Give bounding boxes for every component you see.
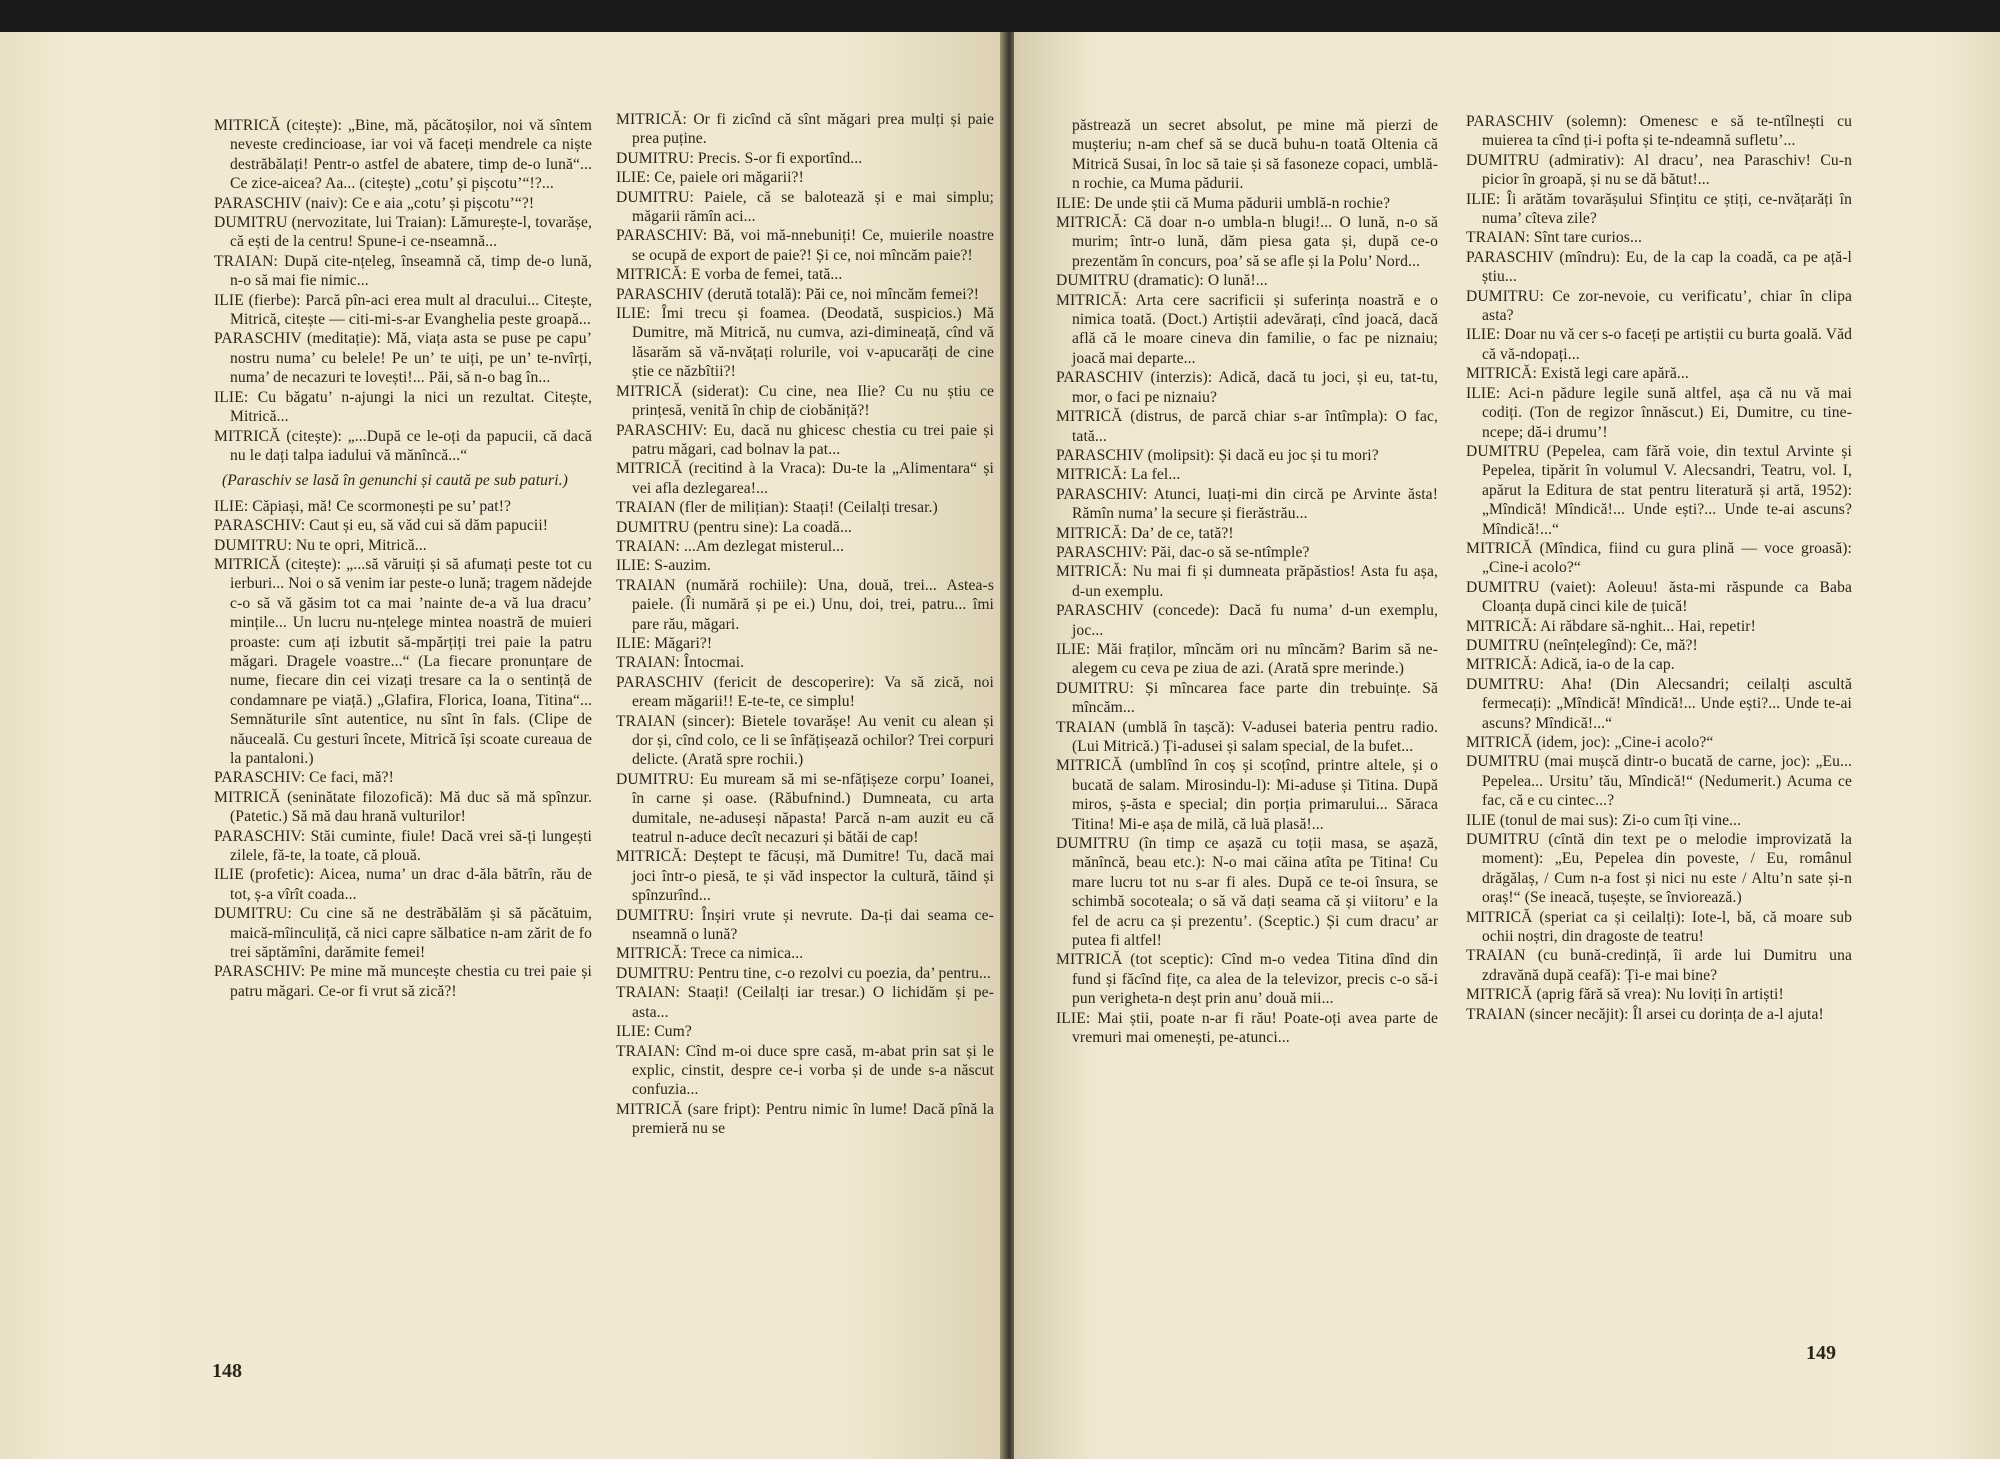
- dialogue-line: PARASCHIV: Păi, dac-o să se-ntîmple?: [1056, 543, 1310, 561]
- dialogue-line: ILIE: Mai știi, poate n-ar fi rău! Poate-oți avea parte de vremuri mai omenești, pe-atunci...: [1056, 1009, 1438, 1047]
- right-page: [1014, 32, 2000, 1459]
- dialogue-line: ILIE (fierbe): Parcă pîn-aci erea mult al dracului... Citește, Mitrică, citește — citi-mi-s-ar Evanghelia peste groapă...: [214, 291, 592, 329]
- dialogue-line: MITRICĂ (distrus, de parcă chiar s-ar întîmpla): O fac, tată...: [1056, 408, 1438, 445]
- dialogue-line: MITRICĂ (citește): „...să văruiți și să afumați peste tot cu ierburi... Noi o să venim iar peste-o lună; tragem nădejde c-o să vă găsim tot ca mai ’nainte de-a vă lua dracu’ mințile... Un lucru nu-nțelege mintea noastră de muieri proaste: cum ați izbutit să-mpărțiți trei paie la patru măgari. Dragele voastre...“ (La fiecare pronunțare de nume, fiecare din cei vizați tresare ca la o sentință de condamnare pe viață.) „Glafira, Florica, Ioana, Titina“... Semnăturile sînt autentice, nu sînt în fals. (Clipe de năuceală. Cu gesturi încete, Mitrică își scoate cureaua de la pantaloni.): [214, 555, 592, 767]
- dialogue-line: DUMITRU (cîntă din text pe o melodie improvizată la moment): „Eu, Pepelea din poveste, / Eu, românul drăgălaș, / Cum n-a fost și nici nu este / Altu’n sate și-n oraș!“ (Se ineacă, tușește, se înviorează.): [1466, 831, 1852, 907]
- left-page: [0, 32, 1004, 1459]
- dialogue-line: MITRICĂ (Mîndica, fiind cu gura plină — voce groasă): „Cine-i acolo?“: [1466, 539, 1852, 577]
- dialogue-line: DUMITRU: Și mîncarea face parte din trebuințe. Să mîncăm...: [1056, 679, 1438, 717]
- dialogue-line: DUMITRU (vaiet): Aoleuu! ăsta-mi răspunde ca Baba Cloanța după cinci kile de țuică!: [1466, 578, 1852, 616]
- dialogue-line: ILIE: Ce, paiele ori măgarii?!: [616, 169, 804, 187]
- dialogue-line: ILIE: Aci-n pădure legile sună altfel, așa că nu vă mai codiți. (Ton de regizor înnăscut.) Ei, Dumitre, cu tine-ncepe; dă-i drumu’!: [1466, 384, 1852, 441]
- dialogue-line: TRAIAN: ...Am dezlegat misterul...: [616, 537, 845, 555]
- dialogue-line: DUMITRU: Pentru tine, c-o rezolvi cu poezia, da’ pentru...: [616, 964, 991, 982]
- dialogue-line: MITRICĂ (citește): „...După ce le-oți da papucii, că dacă nu le dați talpa iadului vă mănîncă...“: [214, 427, 592, 464]
- dialogue-line: ILIE: S-auzim.: [616, 557, 711, 575]
- dialogue-line: MITRICĂ: Că doar n-o umbla-n blugi!... O lună, n-o să murim; într-o lună, dăm piesa gata și, după ce-o prezentăm în concurs, poa’ să se afle și la Polu’ Nord...: [1056, 214, 1438, 270]
- dialogue-line: PARASCHIV: Stăi cuminte, fiule! Dacă vrei să-ți lungești zilele, fă-te, la toate, că plouă.: [214, 827, 592, 865]
- dialogue-line: TRAIAN (sincer necăjit): Îl arsei cu dorința de a-l ajuta!: [1466, 1005, 1824, 1023]
- right-column-1: [1056, 116, 1438, 1048]
- dialogue-line: MITRICĂ (citește): „Bine, mă, păcătoșilor, noi vă sîntem neveste credincioase, iar voi vă faceți mendrele ca niște destrăbălați! Pentr-o astfel de abatere, timp de-o lună“... Ce zice-aicea? Aa... (citește) „cotu’ și pișcotu’“!?...: [214, 117, 592, 193]
- dialogue-line: TRAIAN (fler de milițian): Staați! (Ceilalți tresar.): [616, 499, 938, 517]
- dialogue-line: PARASCHIV: Ce faci, mă?!: [214, 769, 394, 787]
- dialogue-line: MITRICĂ (seninătate filozofică): Mă duc să mă spînzur. (Patetic.) Să mă dau hrană vulturilor!: [214, 788, 592, 826]
- dialogue-line: ILIE: Doar nu vă cer s-o faceți pe artiștii cu burta goală. Văd că vă-ndopați...: [1466, 326, 1852, 363]
- dialogue-line: DUMITRU: Ce zor-nevoie, cu verificatu’, chiar în clipa asta?: [1466, 287, 1852, 325]
- dialogue-line: DUMITRU (nervozitate, lui Traian): Lămurește-l, tovarășe, că ești de la centru! Spune-i ce-nseamnă...: [214, 214, 592, 251]
- dialogue-line: DUMITRU: Cu cine să ne destrăbălăm și să păcătuim, maică-mîinculiță, că nici capre sălbatice n-am zărit de fo trei săptămîni, darămite femei!: [214, 905, 592, 962]
- dialogue-line: MITRICĂ (recitind à la Vraca): Du-te la „Alimentara“ și vei afla dezlegarea!...: [616, 460, 994, 497]
- dialogue-line: PARASCHIV (fericit de descoperire): Va să zică, noi eream măgarii!! E-te-te, ce simplu!: [616, 673, 994, 711]
- dialogue-line: MITRICĂ: Ai răbdare să-nghit... Hai, repetir!: [1466, 617, 1756, 635]
- stage-direction: (Paraschiv se lasă în genunchi și caută pe sub paturi.): [222, 472, 568, 490]
- dialogue-line: TRAIAN: Cînd m-oi duce spre casă, m-abat prin sat și le explic, cinstit, despre ce-i vorba și de unde s-a născut confuzia...: [616, 1042, 994, 1099]
- dialogue-line: TRAIAN (cu bună-credință, îi arde lui Dumitru una zdravănă după ceafă): Ți-e mai bine?: [1466, 947, 1852, 984]
- dialogue-line: DUMITRU (mai mușcă dintr-o bucată de carne, joc): „Eu... Pepelea... Ursitu’ tău, Mîndică!“ (Nedumerit.) Acuma ce fac, că e cu cintec...?: [1466, 753, 1852, 810]
- dialogue-line: MITRICĂ (sare fript): Pentru nimic în lume! Dacă pînă la premieră nu se: [616, 1100, 994, 1138]
- dialogue-line: MITRICĂ (speriat ca și ceilalți): Iote-l, bă, că moare sub ochii noștri, din dragoste de teatru!: [1466, 908, 1852, 946]
- dialogue-line: ILIE: Cum?: [616, 1023, 692, 1041]
- dialogue-line: DUMITRU (Pepelea, cam fără voie, din textul Arvinte și Pepelea, tipărit în volumul V. Alecsandri, Teatru, vol. I, apărut la Editura de stat pentru literatură și artă, 1952): „Mîndică! Mîndică!... Unde ești?... Unde te-ai ascuns? Mîndică!...“: [1466, 442, 1852, 538]
- dialogue-line: PARASCHIV (naiv): Ce e aia „cotu’ și pișcotu’“?!: [214, 194, 535, 212]
- dialogue-line: ILIE: Măi fraților, mîncăm ori nu mîncăm? Barim să ne-alegem cu ceva pe ziua de azi. (Arată spre merinde.): [1056, 640, 1438, 678]
- dialogue-line: ILIE: Îmi trecu și foamea. (Deodată, suspicios.) Mă Dumitre, mă Mitrică, nu cumva, azi-dimineață, cînd vă lăsarăm să vă-nvățați rolurile, voi v-apucarăți de cine știe ce năzbîtii?!: [616, 305, 994, 381]
- dialogue-line: păstrează un secret absolut, pe mine mă pierzi de mușteriu; n-am chef să se ducă buhu-n toată Oltenia că Mitrică Susai, în loc să taie și să fasoneze copaci, umblă-n rochie, ca Muma pădurii.: [1072, 117, 1438, 193]
- dialogue-line: ILIE (profetic): Aicea, numa’ un drac d-ăla bătrîn, rău de tot, ș-a vîrît coada...: [214, 866, 592, 903]
- dialogue-line: PARASCHIV (derută totală): Păi ce, noi mîncăm femei?!: [616, 285, 980, 303]
- dialogue-line: DUMITRU: Înșiri vrute și nevrute. Da-ți dai seama ce-nseamnă o lună?: [616, 906, 994, 944]
- dialogue-line: PARASCHIV (meditație): Mă, viața asta se puse pe capu’ nostru numa’ cu belele! Pe un’ te uiți, pe un’ te-nvîrți, numa’ de necazuri te lovești!... Păi, să n-o bag în...: [214, 330, 592, 387]
- dialogue-line: PARASCHIV (solemn): Omenesc e să te-ntîlnești cu muierea ta cînd ți-i pofta și te-ndeamnă sufletu’...: [1466, 113, 1852, 150]
- dialogue-line: MITRICĂ (umblînd în coș și scoțînd, printre altele, și o bucată de salam. Mirosindu-l): Mi-aduse și Titina. După miros, ș-ăsta e special; din porția primarului... Săraca Titina! Mi-e așa de milă, că luă plasă!...: [1056, 757, 1438, 833]
- dialogue-line: ILIE: Căpiași, mă! Ce scormonești pe su’ pat!?: [214, 497, 512, 515]
- dialogue-line: DUMITRU (admirativ): Al dracu’, nea Paraschiv! Cu-n picior în groapă, și nu se dă bătut!...: [1466, 151, 1852, 189]
- dialogue-line: DUMITRU (pentru sine): La coadă...: [616, 518, 852, 536]
- dialogue-line: TRAIAN: După cite-nțeleg, înseamnă că, timp de-o lună, n-o să mai fie nimic...: [214, 252, 592, 290]
- dialogue-line: DUMITRU: Eu muream să mi se-nfățișeze corpu’ Ioanei, în carne și oase. (Răbufnind.) Dumneata, cu arta dumitale, ne-aduseși năpasta! Parcă n-am auzit eu că teatrul n-aduce decît necazuri și bătăi de cap!: [616, 770, 994, 847]
- dialogue-line: PARASCHIV: Bă, voi mă-nnebuniți! Ce, muierile noastre se ocupă de export de paie?! Și ce, noi mîncăm paie?!: [616, 227, 994, 264]
- left-column-2: [616, 110, 994, 1139]
- dialogue-line: PARASCHIV: Atunci, luați-mi din circă pe Arvinte ăsta! Rămîn numa’ la secure și fierăstrău...: [1056, 485, 1438, 523]
- dialogue-line: ILIE: De unde știi că Muma pădurii umblă-n rochie?: [1056, 194, 1391, 212]
- dialogue-line: TRAIAN: Întocmai.: [616, 654, 745, 672]
- dialogue-line: MITRICĂ: Există legi care apără...: [1466, 365, 1689, 383]
- dialogue-line: DUMITRU (neînțelegînd): Ce, mă?!: [1466, 636, 1698, 654]
- dialogue-line: MITRICĂ (siderat): Cu cine, nea Ilie? Cu nu știu ce prințesă, venită în chip de ciobăniță?!: [616, 382, 994, 420]
- dialogue-line: MITRICĂ: Nu mai fi și dumneata prăpăstios! Asta fu așa, d-un exemplu.: [1056, 563, 1438, 600]
- page-number-left: 148: [212, 1360, 242, 1382]
- dialogue-line: PARASCHIV (interzis): Adică, dacă tu joci, și eu, tat-tu, mor, o faci pe niznaiu?: [1056, 369, 1438, 406]
- dialogue-line: MITRICĂ: E vorba de femei, tată...: [616, 266, 843, 284]
- dialogue-line: MITRICĂ: Adică, ia-o de la cap.: [1466, 656, 1675, 674]
- right-column-2: [1466, 112, 1852, 1024]
- left-column-1: [214, 116, 592, 1001]
- dialogue-line: ILIE: Cu băgatu’ n-ajungi la nici un rezultat. Citește, Mitrică...: [214, 388, 592, 426]
- dialogue-line: DUMITRU (în timp ce așază cu toții masa, se așază, mănîncă, beau etc.): N-o mai căina atîta pe Titina! Cu mare lucru tot nu s-ar fi ales. După ce te-oi însura, se schimbă socoteala; o să vă dați seama că și viitoru’ e la fel de acru ca și prezentu’. (Sceptic.) Și cum dracu’ ar putea fi altfel!: [1056, 835, 1438, 950]
- dialogue-line: DUMITRU: Aha! (Din Alecsandri; ceilalți ascultă fermecați): „Mîndică! Mîndică!... Unde ești?... Unde te-ai ascuns? Mîndică!...“: [1466, 675, 1852, 732]
- dialogue-line: MITRICĂ: Deștept te făcuși, mă Dumitre! Tu, dacă mai joci într-o piesă, te și văd inspector la cultură, tăind și spînzurînd...: [616, 848, 994, 905]
- dialogue-line: ILIE (tonul de mai sus): Zi-o cum îți vine...: [1466, 811, 1742, 829]
- dialogue-line: DUMITRU: Paiele, că se balotează și e mai simplu; măgarii rămîn aci...: [616, 188, 994, 226]
- dialogue-line: TRAIAN (numără rochiile): Una, două, trei... Astea-s paiele. (Îi numără și pe ei.) Unu, doi, trei, patru... îmi pare rău, măgari.: [616, 576, 994, 633]
- dialogue-line: MITRICĂ (aprig fără să vrea): Nu loviți în artiști!: [1466, 986, 1784, 1004]
- dialogue-line: DUMITRU (dramatic): O lună!...: [1056, 272, 1268, 290]
- dialogue-line: MITRICĂ: Da’ de ce, tată?!: [1056, 524, 1234, 542]
- dialogue-line: DUMITRU: Nu te opri, Mitrică...: [214, 536, 427, 554]
- dialogue-line: PARASCHIV (mîndru): Eu, de la cap la coadă, ca pe ață-l știu...: [1466, 248, 1852, 286]
- dialogue-line: PARASCHIV: Pe mine mă muncește chestia cu trei paie și patru măgari. Ce-or fi vrut să zică?!: [214, 963, 592, 1000]
- page-number-right: 149: [1806, 1342, 1836, 1364]
- dialogue-line: PARASCHIV: Caut și eu, să văd cui să dăm papucii!: [214, 517, 549, 535]
- dialogue-line: TRAIAN: Staați! (Ceilalți iar tresar.) O lichidăm și pe-asta...: [616, 984, 994, 1021]
- dialogue-line: MITRICĂ: Or fi zicînd că sînt măgari prea mulți și paie prea puține.: [616, 111, 994, 148]
- dialogue-line: PARASCHIV (concede): Dacă fu numa’ d-un exemplu, joc...: [1056, 602, 1438, 639]
- dialogue-line: MITRICĂ: Arta cere sacrificii și suferința noastră e o nimica toată. (Doct.) Artiștii adevărați, cînd joacă, dacă află că le moare cineva din familie, o fac pe niznaiu; joacă mai departe...: [1056, 291, 1438, 367]
- dialogue-line: TRAIAN: Sînt tare curios...: [1466, 229, 1642, 247]
- dialogue-line: ILIE: Măgari?!: [616, 634, 713, 652]
- dialogue-line: MITRICĂ: La fel...: [1056, 466, 1181, 484]
- dialogue-line: PARASCHIV: Eu, dacă nu ghicesc chestia cu trei paie și patru măgari, cad bolnav la pat...: [616, 421, 994, 458]
- dialogue-line: ILIE: Îi arătăm tovarășului Sfințitu ce știți, ce-nvățarăți în numa’ cîteva zile?: [1466, 190, 1852, 228]
- dialogue-line: MITRICĂ (tot sceptic): Cînd m-o vedea Titina dînd din fund și făcînd fițe, ca alea de la televizor, precis c-o să-i pun verigheta-n deșt prin anu’ două mii...: [1056, 951, 1438, 1008]
- dialogue-line: DUMITRU: Precis. S-or fi exportînd...: [616, 149, 863, 167]
- dialogue-line: TRAIAN (sincer): Bietele tovarășe! Au venit cu alean și dor și, cînd colo, ce li se înfățișează ochilor? Trei corpuri delicte. (Arată spre rochii.): [616, 712, 994, 769]
- dialogue-line: TRAIAN (umblă în tașcă): V-adusei bateria pentru radio. (Lui Mitrică.) Ți-adusei și salam special, de la bufet...: [1056, 718, 1438, 755]
- dialogue-line: MITRICĂ: Trece ca nimica...: [616, 945, 804, 963]
- dialogue-line: MITRICĂ (idem, joc): „Cine-i acolo?“: [1466, 734, 1714, 751]
- dialogue-line: PARASCHIV (molipsit): Și dacă eu joc și tu mori?: [1056, 446, 1379, 464]
